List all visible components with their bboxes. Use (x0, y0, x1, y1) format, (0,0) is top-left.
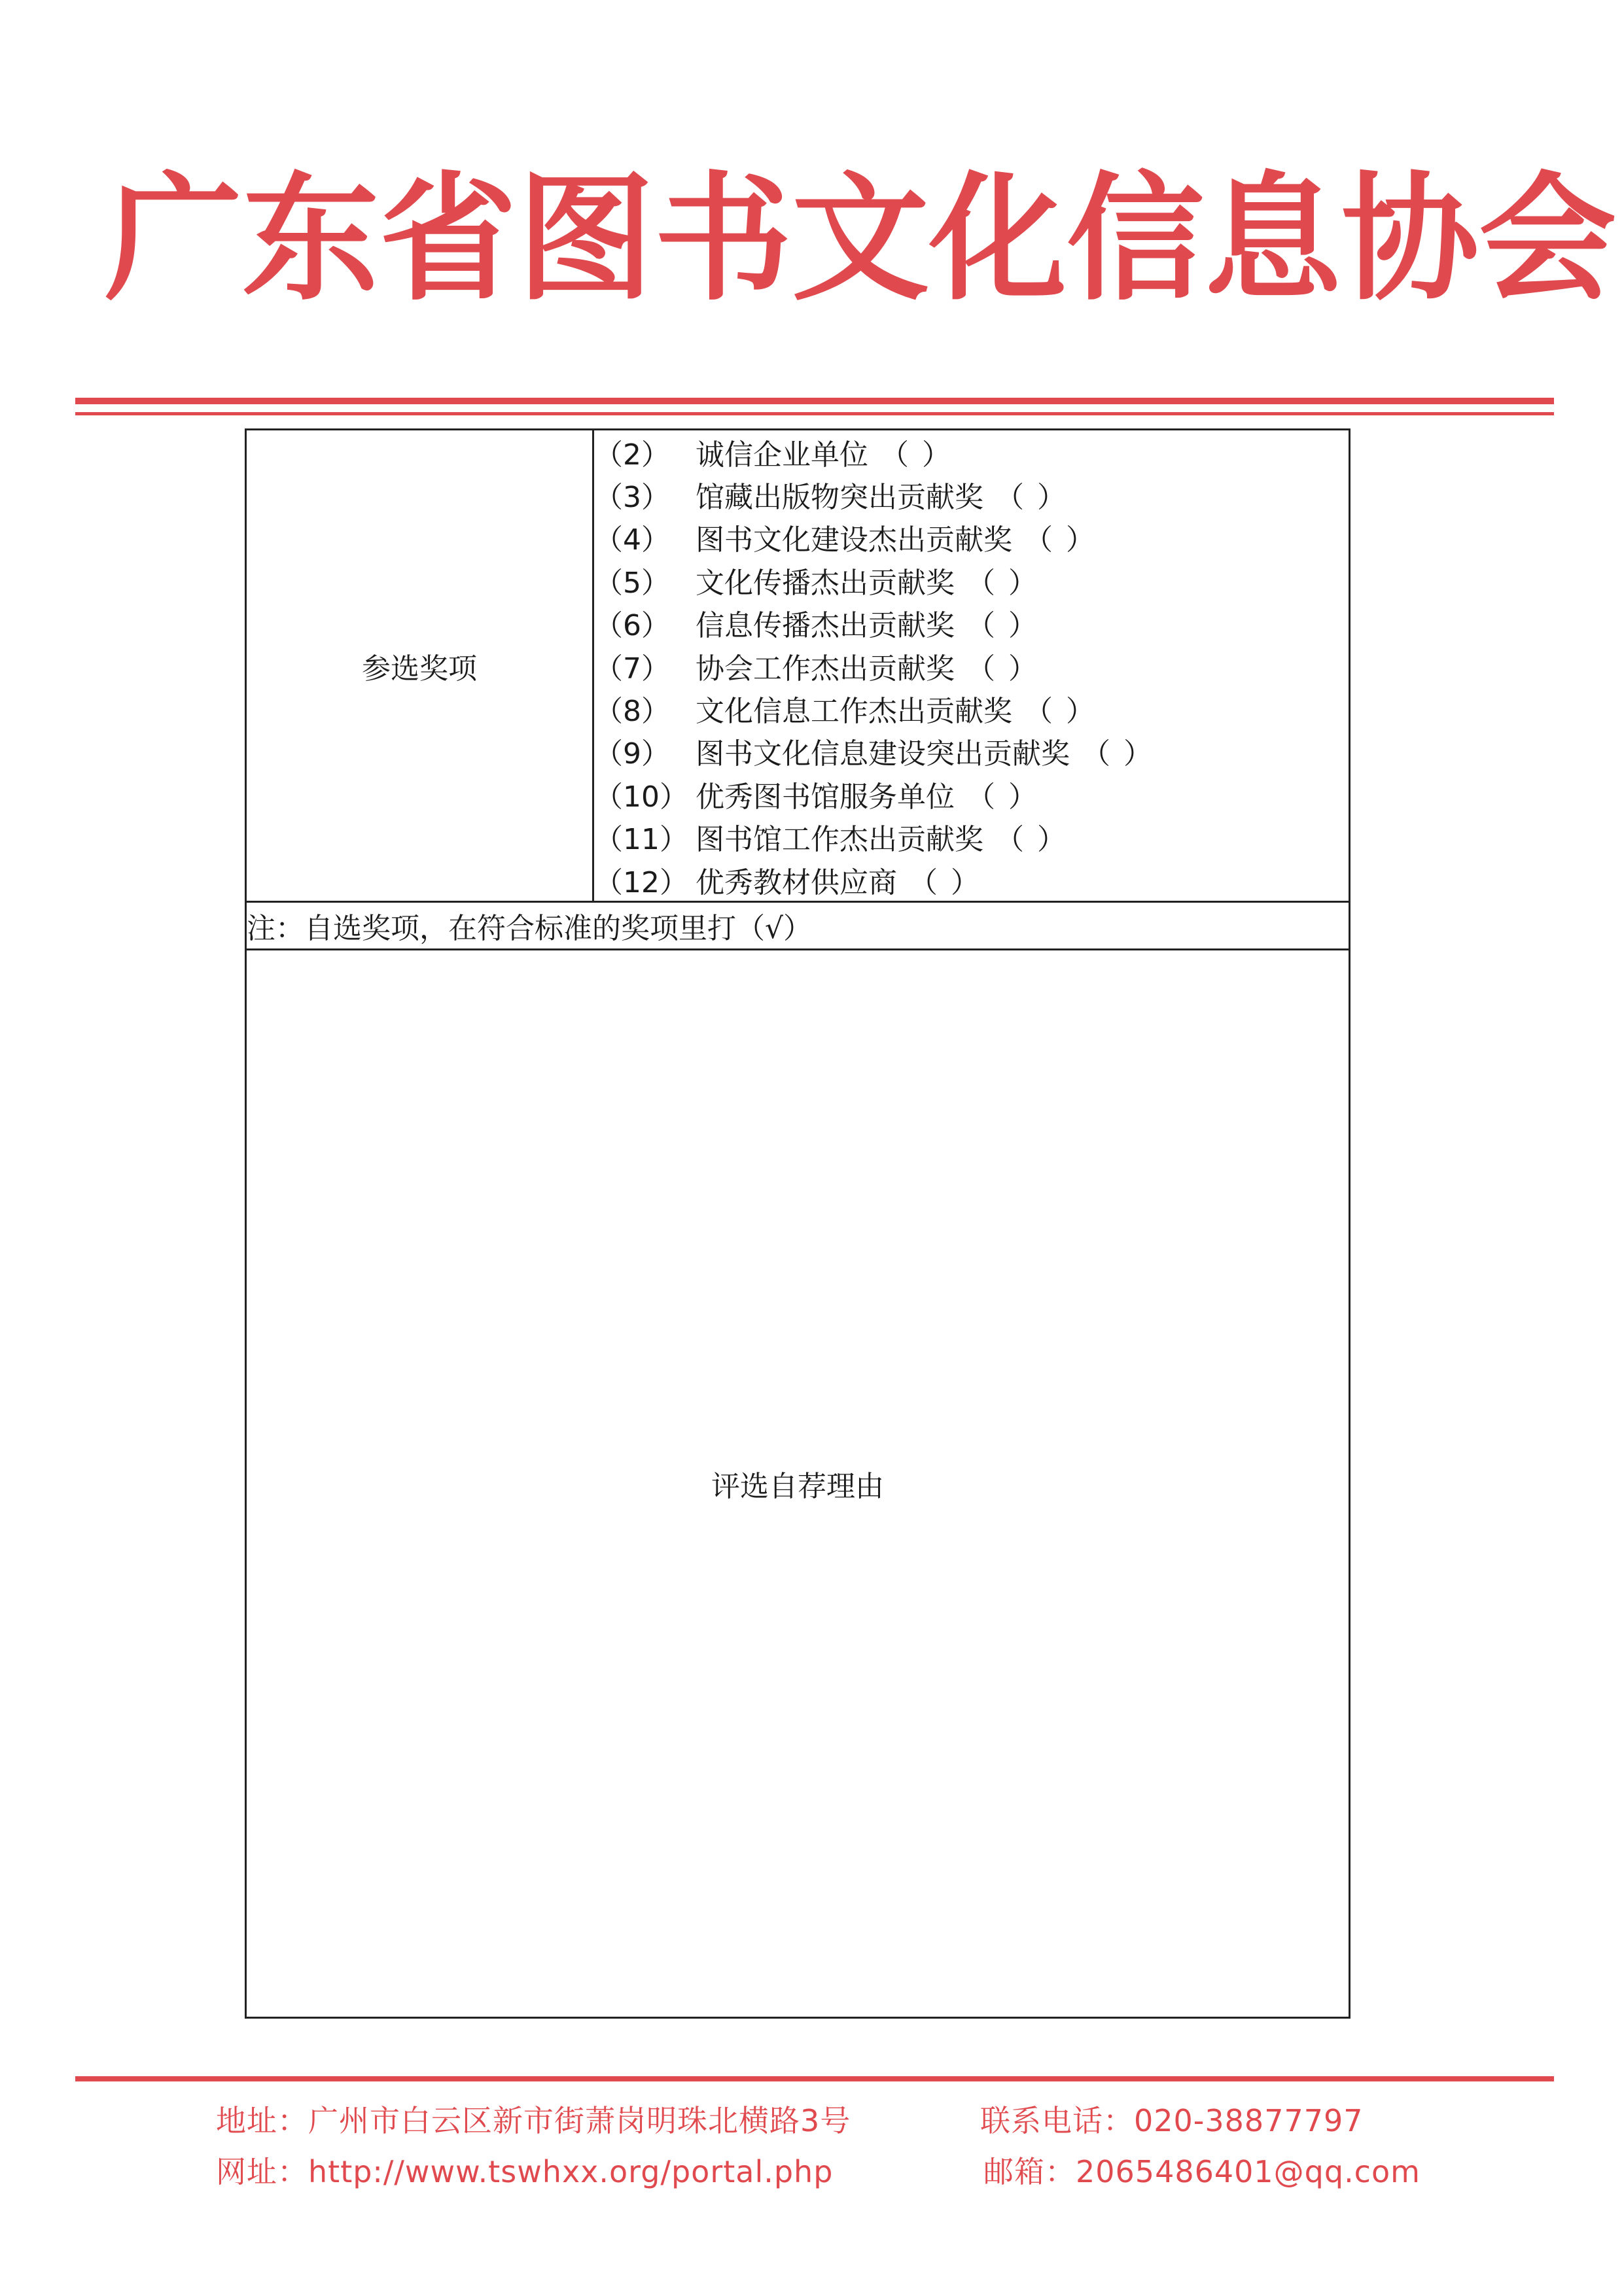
award-item (594, 644, 1349, 687)
award-number: （7） (594, 652, 670, 686)
award-checkbox[interactable]: （） (966, 780, 1050, 814)
org-title-char: 广 (105, 158, 243, 319)
award-checkbox[interactable]: （） (1024, 695, 1108, 729)
award-checkbox[interactable]: （） (1082, 737, 1165, 771)
award-label: 参选奖项 (246, 430, 593, 902)
reason-heading: 评选自荐理由 (711, 1470, 884, 1504)
org-title-char: 书 (654, 158, 792, 319)
award-number: （3） (594, 481, 670, 515)
award-checkbox[interactable]: （） (909, 865, 993, 899)
footer-rule (75, 2076, 1554, 2081)
award-name: 图书馆工作杰出贡献奖 (696, 823, 983, 857)
org-title-char: 省 (380, 158, 518, 319)
org-title-char: 会 (1479, 158, 1617, 319)
award-checkbox[interactable]: （） (966, 609, 1050, 643)
award-name: 优秀图书馆服务单位 (696, 780, 955, 814)
org-title-char: 文 (792, 158, 930, 319)
awards-row (246, 430, 1350, 902)
footer-website[interactable]: 网址：http://www.tswhxx.org/portal.php (216, 2154, 834, 2189)
award-name: 馆藏出版物突出贡献奖 (696, 481, 983, 515)
award-number: （9） (594, 737, 670, 771)
award-item (594, 602, 1349, 644)
organization-title (105, 150, 1617, 327)
award-item (594, 687, 1349, 729)
reason-input-area[interactable] (246, 950, 1350, 2018)
award-number: （12） (594, 865, 688, 899)
org-title-char: 东 (242, 158, 380, 319)
award-number: （6） (594, 609, 670, 643)
org-title-char: 图 (517, 158, 655, 319)
award-checkbox[interactable]: （） (995, 481, 1079, 515)
award-item (594, 773, 1349, 815)
award-number: （11） (594, 823, 688, 857)
selection-note: 注：自选奖项，在符合标准的奖项里打（√） (246, 902, 1350, 950)
award-checkbox[interactable]: （） (966, 566, 1050, 600)
award-number: （5） (594, 566, 670, 600)
award-item (594, 473, 1349, 515)
award-name: 图书文化建设杰出贡献奖 (696, 523, 1012, 557)
award-item (594, 816, 1349, 858)
award-form-table (245, 428, 1350, 2019)
note-row (246, 902, 1350, 950)
award-name: 优秀教材供应商 (696, 865, 897, 899)
org-title-char: 信 (1067, 158, 1205, 319)
award-name: 图书文化信息建设突出贡献奖 (696, 737, 1070, 771)
award-item (594, 730, 1349, 773)
org-title-char: 协 (1341, 158, 1479, 319)
award-name: 文化传播杰出贡献奖 (696, 566, 955, 600)
awards-list (593, 430, 1350, 902)
award-number: （8） (594, 695, 670, 729)
award-checkbox[interactable]: （） (966, 652, 1050, 686)
award-number: （10） (594, 780, 688, 814)
award-checkbox[interactable]: （） (995, 823, 1079, 857)
footer-phone: 联系电话：020-38877797 (980, 2103, 1364, 2138)
header-rule-thin (75, 412, 1554, 415)
org-title-char: 息 (1204, 158, 1342, 319)
award-number: （4） (594, 523, 670, 557)
award-name: 信息传播杰出贡献奖 (696, 609, 955, 643)
footer-email[interactable]: 邮箱：2065486401@qq.com (983, 2154, 1421, 2189)
award-item (594, 516, 1349, 559)
award-checkbox[interactable]: （） (880, 438, 964, 472)
org-title-char: 化 (929, 158, 1067, 319)
award-item (594, 858, 1349, 901)
award-item (594, 559, 1349, 601)
award-name: 协会工作杰出贡献奖 (696, 652, 955, 686)
footer-address: 地址：广州市白云区新市街萧岗明珠北横路3号 (216, 2103, 851, 2138)
header-rule-thick (75, 398, 1554, 404)
award-checkbox[interactable]: （） (1024, 523, 1108, 557)
award-item (594, 430, 1349, 473)
award-name: 文化信息工作杰出贡献奖 (696, 695, 1012, 729)
award-number: （2） (594, 438, 670, 472)
award-name: 诚信企业单位 (696, 438, 868, 472)
reason-row (246, 950, 1350, 2018)
